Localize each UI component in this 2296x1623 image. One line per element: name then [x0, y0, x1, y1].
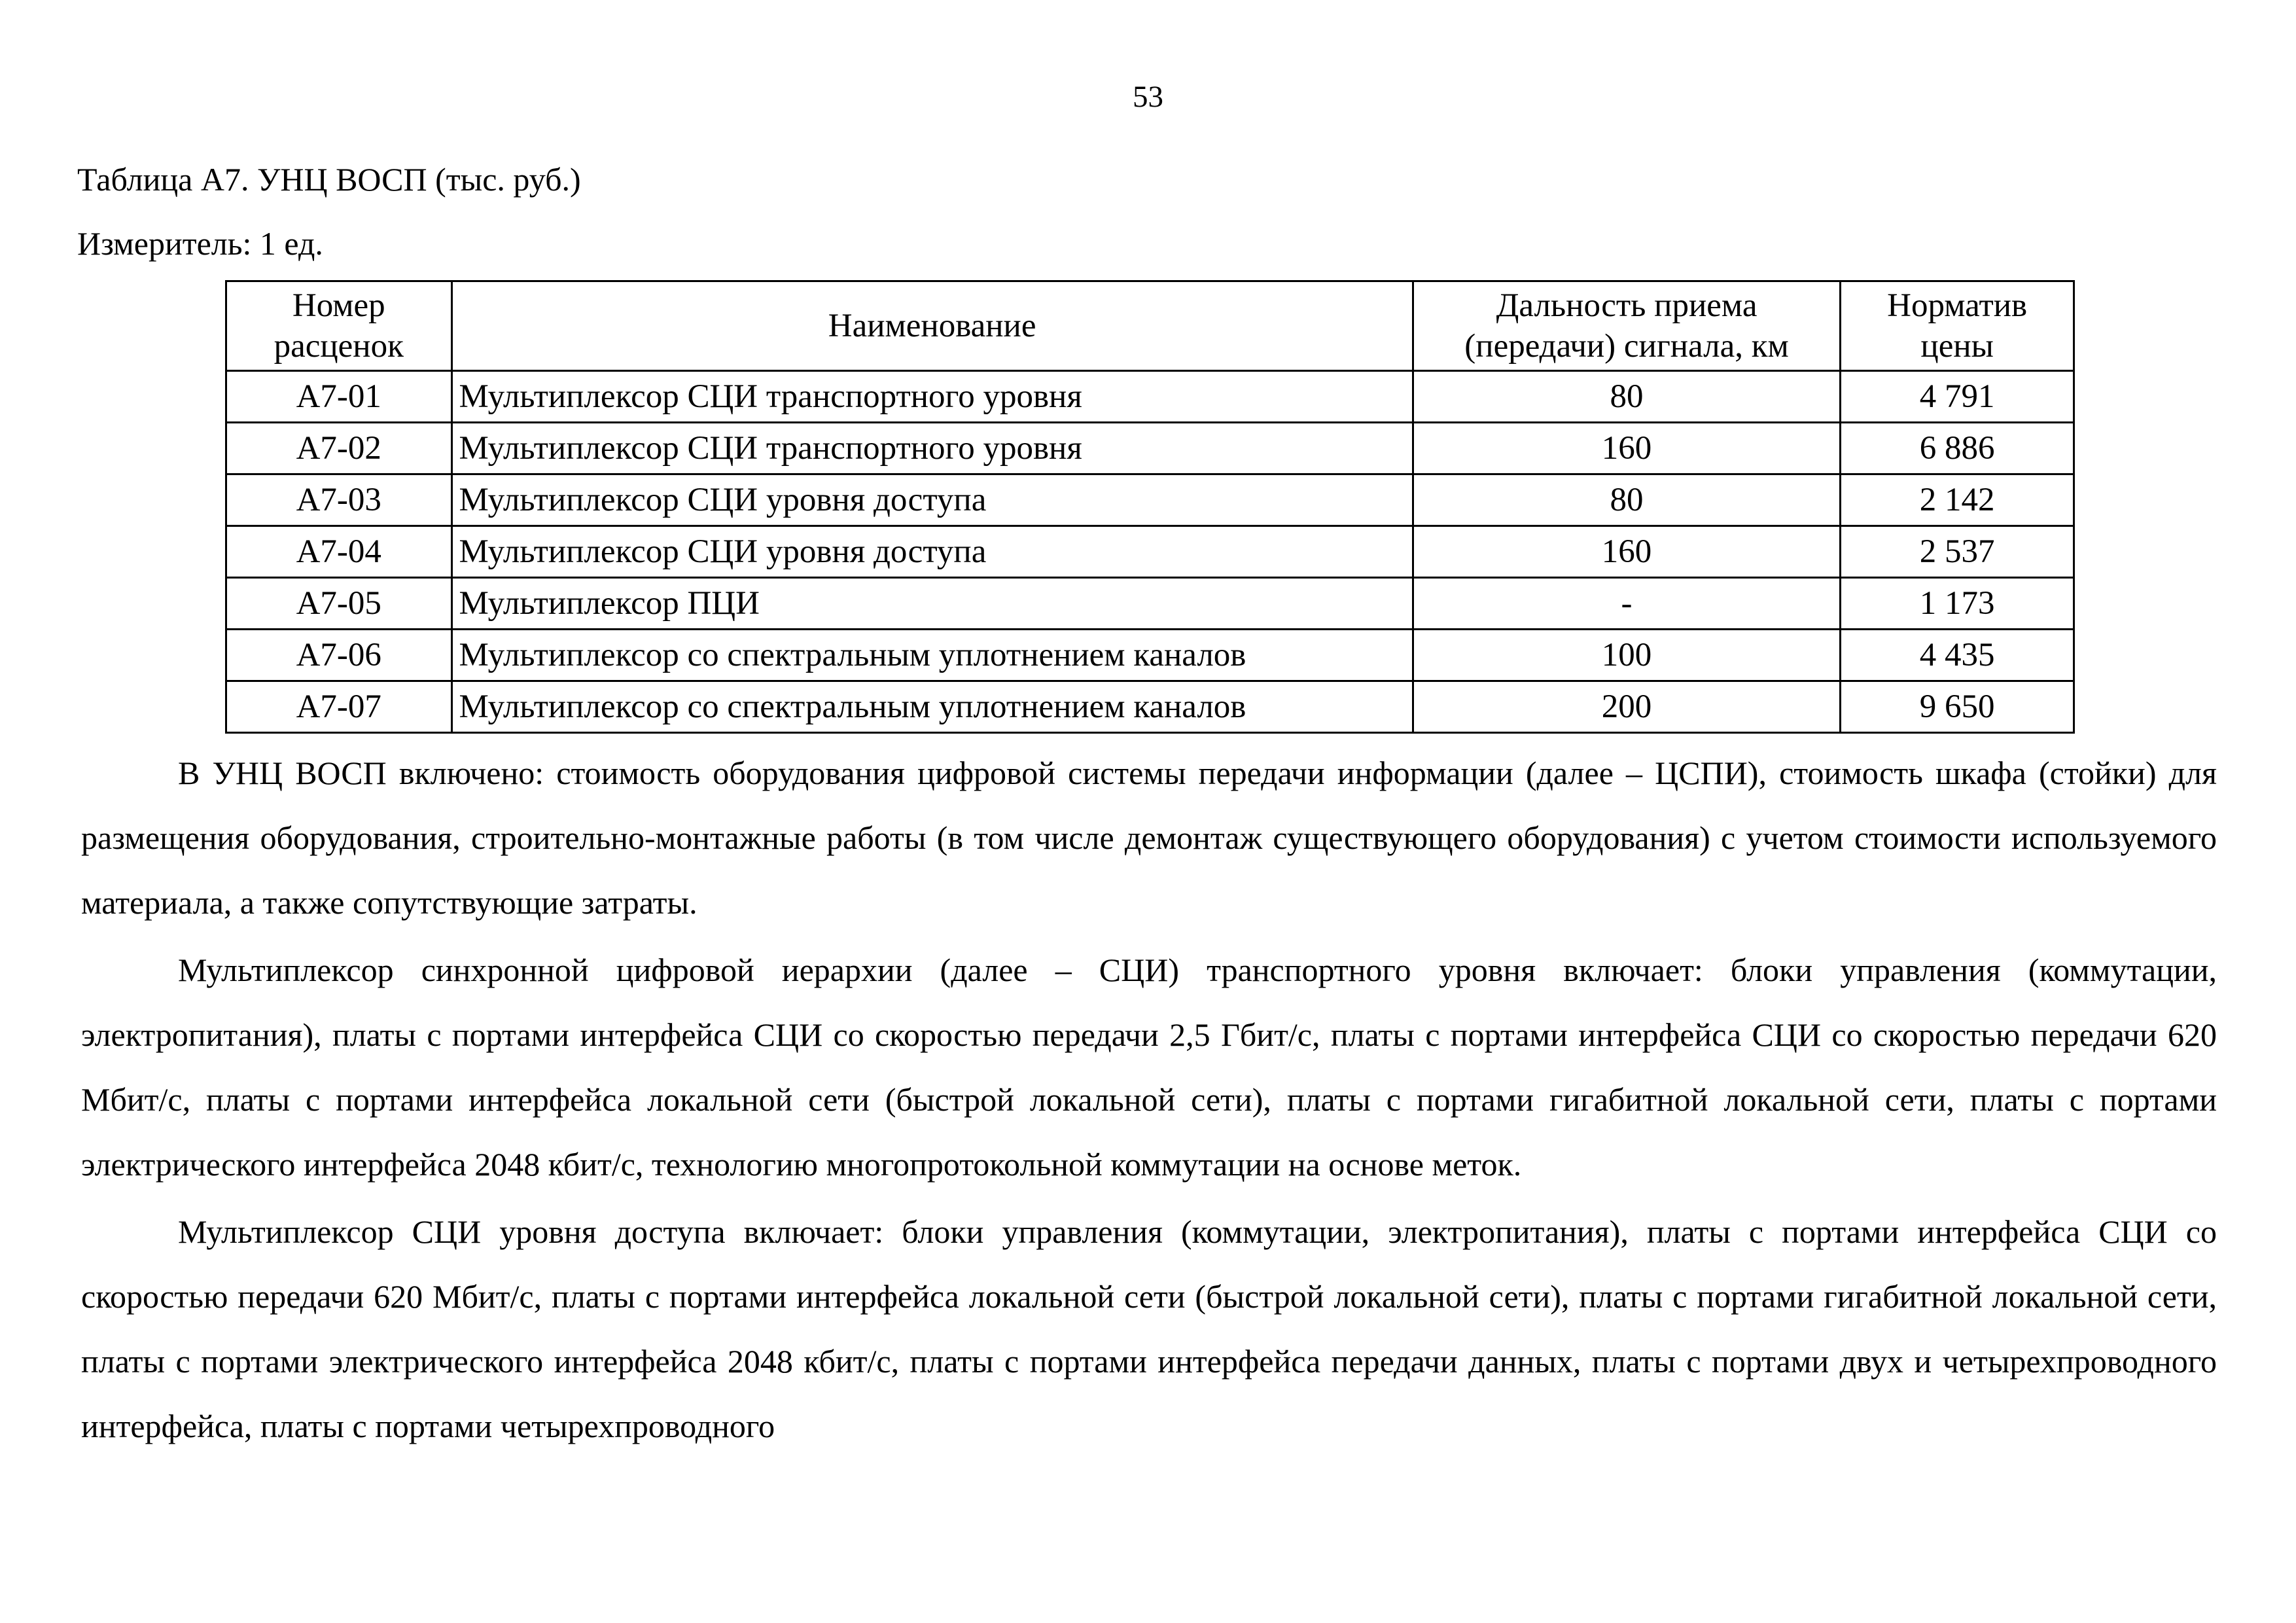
table-row: [226, 578, 2074, 630]
cell-price: 1 173: [1841, 578, 2074, 630]
table-row: [226, 423, 2074, 474]
cell-price: 2 537: [1841, 526, 2074, 578]
table-caption: Таблица А7. УНЦ ВОСП (тыс. руб.): [77, 161, 581, 198]
cell-range: 80: [1413, 474, 1841, 526]
cell-price: 6 886: [1841, 423, 2074, 474]
table-row: [226, 474, 2074, 526]
cell-name: Мультиплексор со спектральным уплотнением каналов: [451, 681, 1413, 733]
cell-name: Мультиплексор со спектральным уплотнением каналов: [451, 630, 1413, 681]
table-row: [226, 526, 2074, 578]
cell-code: А7-01: [226, 371, 452, 423]
cell-range: 80: [1413, 371, 1841, 423]
paragraph: В УНЦ ВОСП включено: стоимость оборудования цифровой системы передачи информации (далее – ЦСПИ), стоимость шкафа (стойки) для размещения оборудования, строительно-монтажные работы (в том числе демонтаж существующего оборудования) с учетом стоимости используемого материала, а также сопутствующие затраты.: [81, 755, 2217, 921]
cell-name: Мультиплексор СЦИ уровня доступа: [451, 474, 1413, 526]
paragraph: Мультиплексор СЦИ уровня доступа включает: блоки управления (коммутации, электропитания), платы с портами интерфейса СЦИ со скоростью передачи 620 Мбит/с, платы с портами интерфейса локальной сети (быстрой локальной сети), платы с портами гигабитной локальной сети, платы с портами электрического интерфейса 2048 кбит/с, платы с портами интерфейса передачи данных, платы с портами двух и четырехпроводного интерфейса, платы с портами четырехпроводного: [81, 1213, 2217, 1444]
table-row: [226, 681, 2074, 733]
cell-range: 200: [1413, 681, 1841, 733]
cell-code: А7-06: [226, 630, 452, 681]
body-text: [81, 741, 2217, 1461]
cell-price: 9 650: [1841, 681, 2074, 733]
header-range: Дальность приема (передачи) сигнала, км: [1413, 281, 1841, 371]
cell-code: А7-02: [226, 423, 452, 474]
table-row: [226, 630, 2074, 681]
cell-name: Мультиплексор СЦИ транспортного уровня: [451, 371, 1413, 423]
cell-price: 4 791: [1841, 371, 2074, 423]
page-number: 53: [1133, 80, 1163, 114]
cell-price: 2 142: [1841, 474, 2074, 526]
table-row: [226, 371, 2074, 423]
cell-code: А7-03: [226, 474, 452, 526]
header-code: Номер расценок: [226, 281, 452, 371]
cell-code: А7-05: [226, 578, 452, 630]
cell-range: 160: [1413, 526, 1841, 578]
table-header-row: [226, 281, 2074, 371]
cell-price: 4 435: [1841, 630, 2074, 681]
header-name: Наименование: [451, 281, 1413, 371]
table-unit: Измеритель: 1 ед.: [77, 225, 323, 262]
cell-range: -: [1413, 578, 1841, 630]
cell-name: Мультиплексор ПЦИ: [451, 578, 1413, 630]
cell-code: А7-04: [226, 526, 452, 578]
paragraph: Мультиплексор синхронной цифровой иерархии (далее – СЦИ) транспортного уровня включает: блоки управления (коммутации, электропитания), платы с портами интерфейса СЦИ со скоростью передачи 2,5 Гбит/с, платы с портами интерфейса СЦИ со скоростью передачи 620 Мбит/с, платы с портами интерфейса локальной сети (быстрой локальной сети), платы с портами гигабитной локальной сети, платы с портами электрического интерфейса 2048 кбит/с, технологию многопротокольной коммутации на основе меток.: [81, 952, 2217, 1183]
cell-code: А7-07: [226, 681, 452, 733]
cell-name: Мультиплексор СЦИ уровня доступа: [451, 526, 1413, 578]
price-table: [225, 280, 2075, 734]
cell-name: Мультиплексор СЦИ транспортного уровня: [451, 423, 1413, 474]
cell-range: 100: [1413, 630, 1841, 681]
header-price: Норматив цены: [1841, 281, 2074, 371]
cell-range: 160: [1413, 423, 1841, 474]
